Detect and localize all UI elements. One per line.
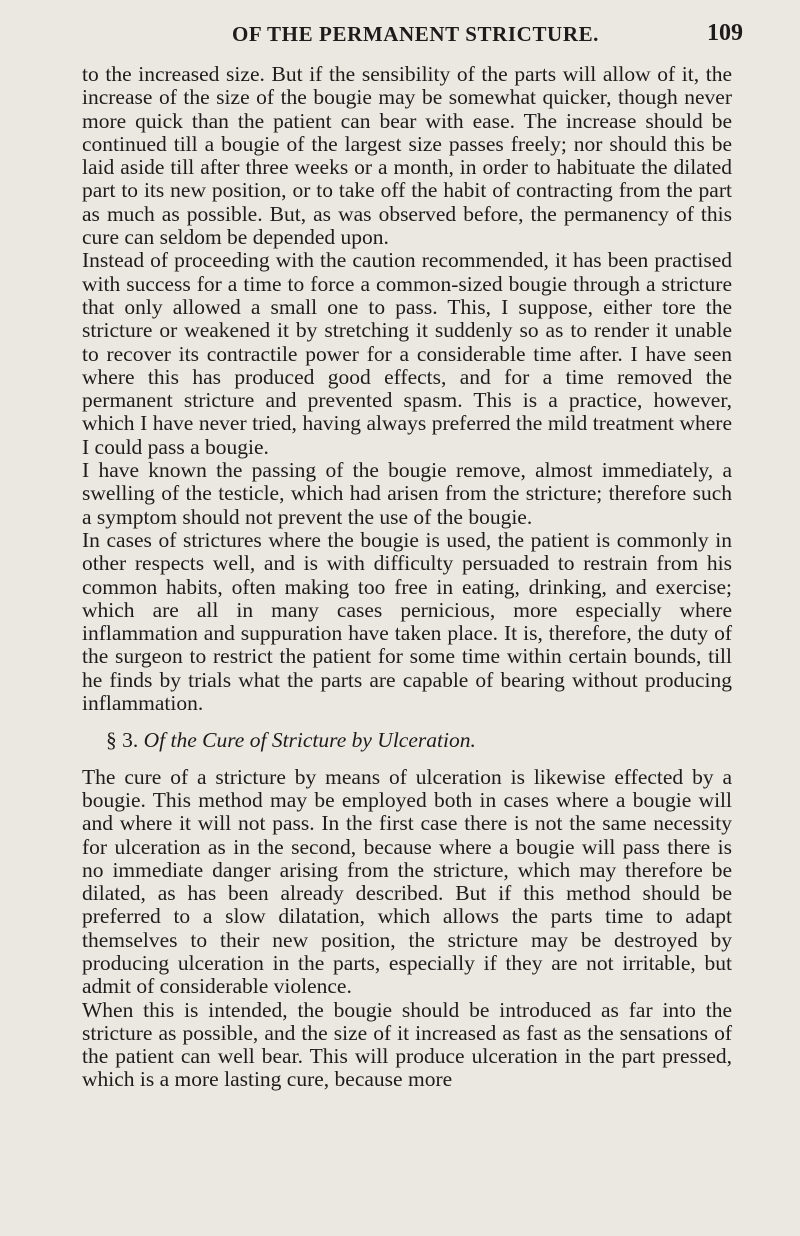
paragraph: The cure of a stricture by means of ulceration is likewise effected by a bougie. This method may be employed both in cases where a bougie will and where it will not pass. In the first case there is not the same necessity for ulceration as in the second, because where a bougie will pass there is no immediate danger arising from the stricture, which may therefore be dilated, as has been already described. But if this method should be preferred to a slow dilatation, which allows the parts time to adapt themselves to their new position, the stricture may be destroyed by producing ulceration in the parts, especially if they are not irritable, but admit of considerable violence.	[82, 764, 732, 999]
paragraph: to the increased size. But if the sensibility of the parts will allow of it, the increase of the size of the bougie may be somewhat quicker, though never more quick than the patient can bear with ease. The increase should be continued till a bougie of the largest size passes freely; nor should this be laid aside till after three weeks or a month, in order to habituate the dilated part to its new position, or to take off the habit of contracting from the part as much as possible. But, as was observed before, the permanency of this cure can seldom be depended upon.	[82, 62, 732, 250]
section-number: § 3.	[106, 728, 139, 753]
page-header	[0, 20, 800, 50]
running-head: OF THE PERMANENT STRICTURE.	[232, 22, 600, 46]
paragraph: In cases of strictures where the bougie is used, the patient is commonly in other respects well, and is with difficulty persuaded to restrain from his common habits, often making too free in eating, drinking, and exercise; which are all in many cases pernicious, more especially where inflammation and suppuration have taken place. It is, therefore, the duty of the surgeon to restrict the patient for some time within certain bounds, till he finds by trials what the parts are capable of bearing without producing inflammation.	[82, 527, 732, 716]
paragraph: I have known the passing of the bougie remove, almost immediately, a swelling of the testicle, which had arisen from the stricture; therefore such a symptom should not prevent the use of the bougie.	[82, 458, 732, 529]
paragraph: When this is intended, the bougie should be introduced as far into the stricture as possible, and the size of it increased as fast as the sensations of the patient can well bear. This will produce ulceration in the part pressed, which is a more lasting cure, because more	[82, 997, 732, 1092]
paragraph: Instead of proceeding with the caution recommended, it has been practised with success for a time to force a common-sized bougie through a stricture that only allowed a small one to pass. This, I suppose, either tore the stricture or weakened it by stretching it suddenly so as to render it unable to recover its contractile power for a considerable time after. I have seen where this has produced good effects, and for a time removed the permanent stricture and prevented spasm. This is a practice, however, which I have never tried, having always preferred the mild treatment where I could pass a bougie.	[82, 248, 732, 459]
body-text	[82, 63, 732, 1092]
section-heading	[82, 729, 732, 752]
page-number: 109	[707, 20, 743, 46]
section-title: Of the Cure of Stricture by Ulceration.	[143, 728, 476, 753]
